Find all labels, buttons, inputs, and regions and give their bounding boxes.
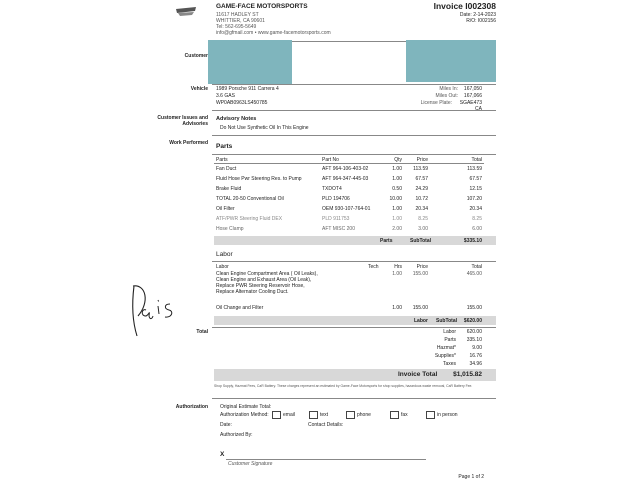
vehicle-name: 1989 Porsche 911 Carrera 4	[216, 86, 279, 92]
part-qty: 1.00	[392, 206, 402, 212]
original-estimate-label: Original Estimate Total:	[220, 404, 272, 410]
company-address-1: 11617 HADLEY ST	[216, 12, 259, 18]
part-number: AFT MISC 200	[322, 226, 355, 232]
company-name: GAME-FACE MOTORSPORTS	[216, 3, 308, 10]
invoice-date: Date: 2-14-2023	[459, 12, 496, 18]
part-total: 12.15	[469, 186, 482, 192]
labor-section-title: Labor	[216, 251, 233, 258]
redacted-customer-contact	[406, 40, 496, 82]
totals-value: 9.00	[472, 345, 482, 351]
part-price: 20.34	[415, 206, 428, 212]
parts-header-partno: Part No	[322, 157, 339, 163]
issues-label: Customer Issues and Advisories	[157, 115, 208, 127]
authorized-by-label: Authorized By:	[220, 432, 253, 438]
miles-in: 167,050	[463, 86, 482, 92]
vehicle-label: Vehicle	[190, 86, 208, 92]
part-number: AFT 964-347-445-03	[322, 176, 369, 182]
parts-header-total: Total	[471, 157, 482, 163]
part-total: 8.25	[472, 216, 482, 222]
labor-desc: Clean Engine and Exhaust Area (Oil Leak),	[216, 277, 312, 283]
vehicle-vin: WP0AB0963LS450785	[216, 100, 268, 106]
page-number: Page 1 of 2	[458, 474, 484, 480]
miles-out: 167,066	[463, 93, 482, 99]
totals-value: 620.00	[466, 329, 482, 335]
auth-date-label: Date:	[220, 422, 232, 428]
license-label: License Plate:	[420, 100, 452, 106]
labor-header-hrs: Hrs	[394, 264, 402, 270]
labor-total: 465.00	[466, 271, 482, 277]
auth-fax-checkbox[interactable]	[390, 411, 399, 419]
auth-phone-checkbox[interactable]	[346, 411, 355, 419]
part-name: Brake Fluid	[216, 186, 242, 192]
vehicle-engine: 3.6 GAS	[216, 93, 235, 99]
parts-subtotal-left: Parts	[380, 238, 393, 244]
part-qty: 10.00	[389, 196, 402, 202]
auth-in-person-label: in person	[437, 412, 458, 418]
company-logo	[175, 4, 197, 18]
auth-email-checkbox[interactable]	[272, 411, 281, 419]
total-label: Total	[196, 329, 208, 335]
part-total: 113.59	[467, 166, 482, 172]
auth-phone-label: phone	[357, 412, 371, 418]
labor-desc: Replace PWR Steering Reservoir Hose,	[216, 283, 305, 289]
part-number: TXDOT4	[322, 186, 342, 192]
auth-email-label: email	[283, 412, 295, 418]
auth-text-checkbox[interactable]	[309, 411, 318, 419]
labor-subtotal-left: Labor	[414, 318, 428, 324]
part-number: OEM 930-107-764-01	[322, 206, 371, 212]
parts-header-name: Parts	[216, 157, 228, 163]
company-address-2: WHITTIER, CA 90601	[216, 18, 265, 24]
part-name: Hose Clamp	[216, 226, 244, 232]
part-name: ATF/PWR Steering Fluid DEX	[216, 216, 283, 222]
part-qty: 1.00	[392, 176, 402, 182]
part-price: 67.57	[415, 176, 428, 182]
labor-header-name: Labor	[216, 264, 229, 270]
part-price: 113.59	[413, 166, 428, 172]
part-qty: 1.00	[392, 216, 402, 222]
advisory-title: Advisory Notes	[216, 116, 257, 122]
miles-out-label: Miles Out:	[435, 93, 458, 99]
totals-label: Supplies*	[434, 353, 456, 359]
part-name: Fan Duct	[216, 166, 237, 172]
invoice-title: Invoice I002308	[433, 1, 496, 11]
part-number: PLD 911753	[322, 216, 350, 222]
part-price: 3.00	[418, 226, 428, 232]
work-performed-label: Work Performed	[169, 140, 208, 146]
signature-x: X	[220, 451, 225, 458]
invoice-ro: R/O: I002156	[466, 18, 496, 24]
signature-line	[226, 459, 426, 460]
license-plate: SGAE473 CA	[459, 100, 482, 112]
labor-subtotal: $620.00	[463, 318, 482, 324]
part-total: 20.34	[469, 206, 482, 212]
totals-label: Hazmat*	[436, 345, 456, 351]
contact-details-label: Contact Details:	[308, 422, 344, 428]
part-qty: 2.00	[392, 226, 402, 232]
disclaimer: Shop Supply, Hazmat Fees, CaR Battery. These charges represent an estimated by Game-Face Motorsports for shop supplies, hazardous waste removal, CaR Battery Fee.	[214, 384, 473, 388]
labor-price: 155.00	[412, 271, 428, 277]
part-total: 107.20	[466, 196, 482, 202]
totals-value: 16.76	[469, 353, 482, 359]
totals-value: 335.10	[466, 337, 482, 343]
part-name: TOTAL 20-50 Conventional Oil	[216, 196, 284, 202]
totals-label: Taxes	[442, 361, 456, 367]
invoice-total-label: Invoice Total	[398, 371, 438, 378]
part-total: 6.00	[472, 226, 482, 232]
parts-header-price: Price	[416, 157, 428, 163]
parts-header-qty: Qty	[394, 157, 402, 163]
part-number: PLD 194706	[322, 196, 350, 202]
part-price: 10.72	[415, 196, 428, 202]
part-price: 8.25	[418, 216, 428, 222]
labor-desc: Oil Change and Filter	[216, 305, 264, 311]
labor-header-total: Total	[471, 264, 482, 270]
labor-desc: Clean Engine Compartment Area ( Oil Leaks),	[216, 271, 318, 277]
labor-price: 155.00	[412, 305, 428, 311]
miles-in-label: Miles In:	[439, 86, 458, 92]
part-qty: 1.00	[392, 166, 402, 172]
parts-subtotal: $335.10	[463, 238, 482, 244]
advisory-note: Do Not Use Synthetic Oil In This Engine	[220, 125, 309, 131]
authorization-method-label: Authorization Method:	[220, 412, 269, 418]
labor-header-price: Price	[416, 264, 428, 270]
part-price: 24.29	[415, 186, 428, 192]
customer-label: Customer	[184, 53, 208, 59]
part-qty: 0.50	[392, 186, 402, 192]
company-web: info@gfmail.com • www.game-facemotorsports.com	[216, 30, 331, 36]
redacted-customer-name	[208, 40, 292, 84]
company-tel: Tel: 562-695-5649	[216, 24, 257, 30]
auth-text-label: text	[320, 412, 329, 418]
signature-caption: Customer Signature	[228, 461, 273, 467]
parts-section-title: Parts	[216, 143, 233, 150]
labor-hrs: 1.00	[392, 305, 402, 311]
auth-fax-label: fax	[401, 412, 408, 418]
part-name: Oil Filter	[216, 206, 235, 212]
auth-in-person-checkbox[interactable]	[426, 411, 435, 419]
labor-total: 155.00	[466, 305, 482, 311]
labor-desc: Replace Alternator Cooling Duct.	[216, 289, 289, 295]
part-name: Fluid Hose Pwr Steering Res. to Pump	[216, 176, 302, 182]
totals-value: 34.96	[469, 361, 482, 367]
totals-label: Parts	[444, 337, 456, 343]
totals-label: Labor	[443, 329, 456, 335]
invoice-total: $1,015.82	[453, 371, 482, 378]
authorization-label: Authorization	[175, 404, 208, 410]
labor-subtotal-label: SubTotal	[436, 318, 458, 324]
labor-hrs: 1.00	[392, 271, 402, 277]
part-number: AFT 964-106-403-02	[322, 166, 369, 172]
labor-header-tech: Tech	[368, 264, 379, 270]
parts-subtotal-label: SubTotal	[410, 238, 432, 244]
handwritten-signature	[128, 276, 180, 346]
part-total: 67.57	[469, 176, 482, 182]
